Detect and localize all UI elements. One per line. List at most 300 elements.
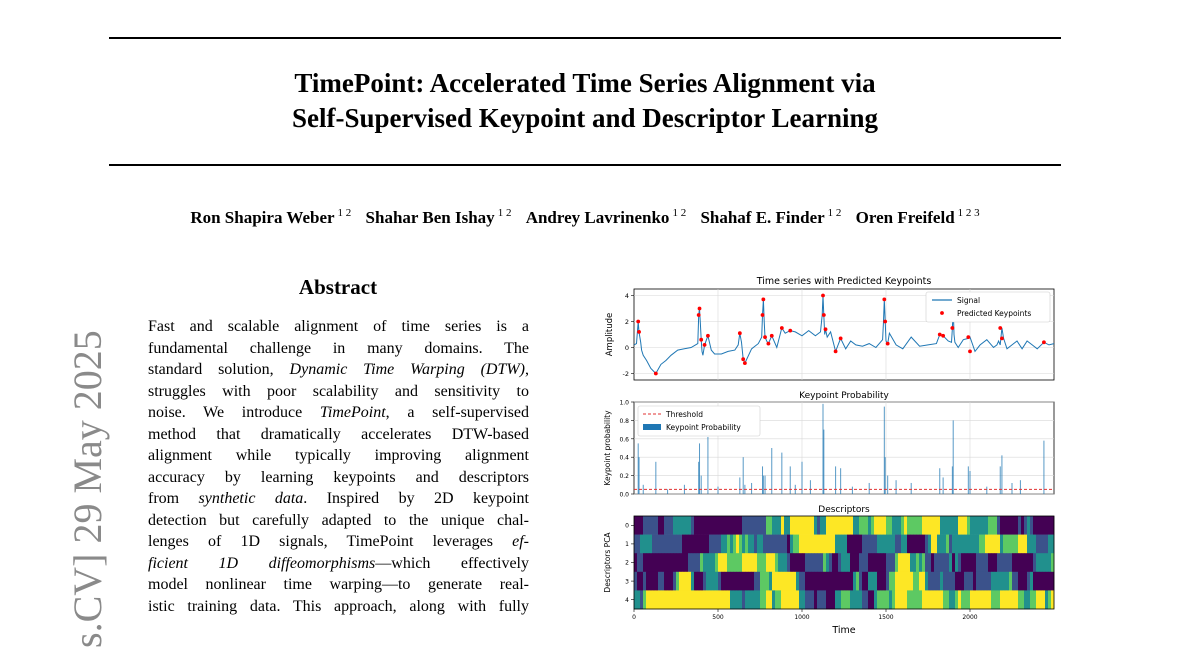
abstract-line: method that dramatically accelerates DTW-based [148, 425, 529, 443]
heatmap-cell [769, 516, 772, 535]
heatmap-cell [889, 590, 892, 609]
heatmap-cell [1003, 516, 1006, 535]
heatmap-cell [1027, 553, 1030, 572]
heatmap-cell [1012, 572, 1015, 591]
heatmap-cell [859, 553, 862, 572]
heatmap-cell [967, 535, 970, 554]
heatmap-cell [799, 572, 802, 591]
heatmap-cell [1021, 590, 1024, 609]
heatmap-cell [892, 553, 895, 572]
legend-label-threshold: Threshold [666, 410, 703, 419]
title-rule-top [109, 37, 1061, 39]
heatmap-cell [796, 535, 799, 554]
heatmap-cell [694, 590, 697, 609]
heatmap-cell [973, 572, 976, 591]
author-list [109, 207, 1061, 228]
heatmap-cell [1027, 535, 1030, 554]
heatmap-cell [667, 572, 670, 591]
heatmap-cell [808, 516, 811, 535]
heatmap-cell [745, 516, 748, 535]
heatmap-cell [709, 516, 712, 535]
heatmap-cell [751, 572, 754, 591]
heatmap-cell [925, 553, 928, 572]
y-tick-label: 0.6 [619, 436, 629, 444]
title-line: TimePoint: Accelerated Time Series Alignment via [294, 68, 876, 98]
heatmap-cell [838, 516, 841, 535]
heatmap-cell [856, 572, 859, 591]
y-tick-label: 0 [625, 522, 629, 530]
heatmap-cell [736, 516, 739, 535]
heatmap-cell [751, 516, 754, 535]
heatmap-cell [868, 516, 871, 535]
heatmap-cell [865, 516, 868, 535]
heatmap-cell [820, 535, 823, 554]
heatmap-cell [976, 572, 979, 591]
heatmap-cell [835, 590, 838, 609]
heatmap-cell [751, 553, 754, 572]
keypoint-marker [703, 343, 707, 347]
heatmap-cell [979, 516, 982, 535]
heatmap-cell [934, 553, 937, 572]
heatmap-cell [700, 590, 703, 609]
heatmap-cell [979, 590, 982, 609]
heatmap-cell [706, 553, 709, 572]
heatmap-cell [847, 535, 850, 554]
heatmap-cell [649, 590, 652, 609]
heatmap-cell [829, 572, 832, 591]
heatmap-cell [826, 516, 829, 535]
abstract-line: Fast and scalable alignment of time series is a [148, 318, 529, 335]
heatmap-cell [1045, 590, 1048, 609]
heatmap-cell [928, 590, 931, 609]
heatmap-cell [910, 553, 913, 572]
heatmap-cell [1030, 535, 1033, 554]
heatmap-cell [793, 516, 796, 535]
heatmap-cell [784, 516, 787, 535]
heatmap-cell [760, 553, 763, 572]
heatmap-cell [760, 535, 763, 554]
heatmap-cell [829, 535, 832, 554]
heatmap-cell [865, 590, 868, 609]
heatmap-cell [1003, 553, 1006, 572]
heatmap-cell [961, 572, 964, 591]
heatmap-cell [919, 516, 922, 535]
heatmap-cell [634, 590, 637, 609]
heatmap-cell [964, 572, 967, 591]
keypoint-marker [968, 350, 972, 354]
heatmap-cell [910, 590, 913, 609]
heatmap-cell [637, 516, 640, 535]
heatmap-cell [1021, 572, 1024, 591]
heatmap-cell [676, 535, 679, 554]
keypoint-marker [698, 307, 702, 311]
heatmap-cell [1024, 535, 1027, 554]
chart-title: Time series with Predicted Keypoints [756, 276, 932, 287]
author-name: Ron Shapira Weber [190, 207, 335, 227]
heatmap-cell [895, 572, 898, 591]
heatmap-cell [664, 553, 667, 572]
heatmap-cell [961, 516, 964, 535]
y-tick-label: 4 [625, 596, 629, 604]
heatmap-cell [967, 516, 970, 535]
heatmap-cell [745, 572, 748, 591]
heatmap-cell [718, 516, 721, 535]
y-tick-label: 0 [624, 344, 629, 352]
heatmap-cell [1036, 590, 1039, 609]
heatmap-cell [970, 535, 973, 554]
heatmap-cell [799, 516, 802, 535]
heatmap-cell [880, 516, 883, 535]
figure-svg [598, 272, 1060, 642]
heatmap-cell [832, 590, 835, 609]
author [190, 208, 351, 227]
keypoint-marker [998, 326, 1002, 330]
heatmap-cell [757, 535, 760, 554]
heatmap-cell [871, 553, 874, 572]
heatmap-cell [853, 535, 856, 554]
heatmap-cell [1000, 553, 1003, 572]
heatmap-cell [706, 590, 709, 609]
heatmap-cell [637, 553, 640, 572]
heatmap-cell [940, 516, 943, 535]
heatmap-cell [943, 590, 946, 609]
heatmap-cell [655, 553, 658, 572]
keypoint-marker [763, 335, 767, 339]
heatmap-cell [862, 572, 865, 591]
heatmap-cell [913, 590, 916, 609]
keypoint-marker [938, 333, 942, 337]
heatmap-cell [817, 572, 820, 591]
heatmap-cell [892, 535, 895, 554]
heatmap-cell [961, 535, 964, 554]
heatmap-cell [643, 516, 646, 535]
heatmap-cell [649, 535, 652, 554]
heatmap-cell [775, 516, 778, 535]
heatmap-cell [769, 572, 772, 591]
heatmap-cell [646, 572, 649, 591]
heatmap-cell [859, 516, 862, 535]
heatmap-cell [742, 553, 745, 572]
heatmap-cell [715, 553, 718, 572]
heatmap-cell [691, 590, 694, 609]
heatmap-cell [751, 535, 754, 554]
heatmap-cell [715, 535, 718, 554]
heatmap-cell [745, 535, 748, 554]
title-rule-bottom [109, 164, 1061, 166]
keypoint-marker [706, 334, 710, 338]
heatmap-cell [859, 572, 862, 591]
heatmap-cell [997, 572, 1000, 591]
x-tick-label: 1000 [794, 614, 810, 621]
y-tick-label: 0.0 [619, 491, 629, 499]
heatmap-cell [883, 553, 886, 572]
heatmap-cell [790, 553, 793, 572]
heatmap-cell [760, 590, 763, 609]
heatmap-cell [985, 535, 988, 554]
heatmap-cell [796, 516, 799, 535]
heatmap-cell [862, 516, 865, 535]
heatmap-cell [658, 572, 661, 591]
heatmap-cell [784, 590, 787, 609]
x-tick-label: 2000 [962, 614, 978, 621]
heatmap-cell [790, 590, 793, 609]
keypoint-marker [761, 298, 765, 302]
heatmap-cell [943, 535, 946, 554]
abstract-line: ficient 1D diffeomorphisms—which effectively [148, 554, 529, 572]
author-name: Shahar Ben Ishay [365, 207, 495, 227]
heatmap-cell [976, 590, 979, 609]
heatmap-cell [982, 516, 985, 535]
heatmap-cell [799, 553, 802, 572]
heatmap-cell [1033, 516, 1036, 535]
heatmap-cell [694, 535, 697, 554]
abstract-emphasis: Dynamic Time Warping (DTW) [289, 361, 526, 378]
heatmap-cell [805, 516, 808, 535]
heatmap-cell [997, 553, 1000, 572]
heatmap-cell [1042, 535, 1045, 554]
heatmap-cell [907, 535, 910, 554]
heatmap-cell [670, 572, 673, 591]
heatmap-cell [691, 516, 694, 535]
heatmap-cell [754, 553, 757, 572]
heatmap-cell [1024, 590, 1027, 609]
heatmap-cell [1030, 590, 1033, 609]
heatmap-cell [781, 590, 784, 609]
heatmap-cell [928, 572, 931, 591]
heatmap-cell [910, 516, 913, 535]
heatmap-cell [658, 535, 661, 554]
heatmap-cell [1027, 572, 1030, 591]
heatmap-cell [700, 516, 703, 535]
heatmap-cell [1024, 553, 1027, 572]
heatmap-cell [1030, 516, 1033, 535]
heatmap-cell [703, 572, 706, 591]
heatmap-cell [946, 553, 949, 572]
heatmap-cell [868, 590, 871, 609]
heatmap-cell [778, 553, 781, 572]
y-tick-label: 0.4 [619, 454, 629, 462]
heatmap-cell [1009, 572, 1012, 591]
keypoint-marker [824, 327, 828, 331]
heatmap-cell [667, 553, 670, 572]
heatmap-cell [844, 553, 847, 572]
abstract-line: from synthetic data. Inspired by 2D keypoint [148, 490, 530, 507]
heatmap-cell [991, 535, 994, 554]
heatmap-cell [784, 535, 787, 554]
heatmap-cell [844, 590, 847, 609]
heatmap-cell [835, 516, 838, 535]
heatmap-cell [982, 553, 985, 572]
heatmap-cell [826, 553, 829, 572]
heatmap-cell [883, 516, 886, 535]
abstract-line: standard solution, Dynamic Time Warping (DTW), [148, 361, 530, 378]
heatmap-cell [946, 516, 949, 535]
heatmap-cell [955, 516, 958, 535]
author [856, 208, 980, 227]
heatmap-cell [913, 572, 916, 591]
author-name: Oren Freifeld [855, 207, 955, 227]
heatmap-cell [931, 553, 934, 572]
heatmap-cell [736, 535, 739, 554]
heatmap-cell [718, 590, 721, 609]
heatmap-cell [925, 572, 928, 591]
heatmap-cell [916, 553, 919, 572]
heatmap-cell [928, 553, 931, 572]
heatmap-cell [811, 553, 814, 572]
heatmap-cell [919, 535, 922, 554]
heatmap-cell [769, 553, 772, 572]
heatmap-cell [958, 572, 961, 591]
heatmap-cell [676, 553, 679, 572]
heatmap-cell [886, 590, 889, 609]
heatmap-cell [964, 590, 967, 609]
heatmap-cell [1039, 572, 1042, 591]
heatmap-cell [865, 572, 868, 591]
heatmap-cell [706, 535, 709, 554]
heatmap-cell [1006, 572, 1009, 591]
heatmap-cell [715, 572, 718, 591]
heatmap-cell [742, 535, 745, 554]
heatmap-cell [847, 572, 850, 591]
keypoint-marker [741, 357, 745, 361]
heatmap-cell [850, 553, 853, 572]
heatmap-cell [652, 590, 655, 609]
author-name: Andrey Lavrinenko [525, 207, 670, 227]
heatmap-cell [763, 590, 766, 609]
heatmap-cells [634, 516, 1054, 609]
heatmap-cell [1000, 516, 1003, 535]
y-axis-label: Keypoint probability [603, 410, 612, 486]
heatmap-cell [931, 516, 934, 535]
heatmap-cell [919, 590, 922, 609]
heatmap-cell [712, 553, 715, 572]
heatmap-cell [901, 553, 904, 572]
heatmap-cell [772, 590, 775, 609]
heatmap-cell [682, 553, 685, 572]
heatmap-cell [823, 553, 826, 572]
heatmap-cell [781, 516, 784, 535]
heatmap-cell [787, 590, 790, 609]
heatmap-cell [670, 535, 673, 554]
heatmap-cell [880, 535, 883, 554]
heatmap-cell [1036, 553, 1039, 572]
heatmap-cell [739, 572, 742, 591]
heatmap-cell [985, 553, 988, 572]
heatmap-cell [862, 535, 865, 554]
heatmap-cell [664, 516, 667, 535]
heatmap-cell [844, 572, 847, 591]
heatmap-cell [832, 535, 835, 554]
heatmap-cell [712, 590, 715, 609]
heatmap-cell [895, 590, 898, 609]
heatmap-cell [805, 535, 808, 554]
heatmap-cell [709, 535, 712, 554]
heatmap-cell [751, 590, 754, 609]
heatmap-cell [922, 516, 925, 535]
heatmap-cell [952, 535, 955, 554]
heatmap-cell [700, 572, 703, 591]
heatmap-cell [1039, 590, 1042, 609]
heatmap-cell [850, 516, 853, 535]
heatmap-cell [1036, 535, 1039, 554]
heatmap-cell [841, 516, 844, 535]
heatmap-cell [856, 516, 859, 535]
keypoint-marker [1000, 337, 1004, 341]
heatmap-cell [1045, 553, 1048, 572]
heatmap-cell [823, 590, 826, 609]
heatmap-cell [895, 516, 898, 535]
heatmap-cell [658, 590, 661, 609]
heatmap-cell [733, 553, 736, 572]
heatmap-cell [811, 590, 814, 609]
heatmap-cell [805, 572, 808, 591]
paper-title [109, 66, 1061, 136]
keypoint-marker [699, 338, 703, 342]
heatmap-cell [655, 516, 658, 535]
heatmap-cell [793, 553, 796, 572]
heatmap-cell [802, 553, 805, 572]
heatmap-cell [1024, 572, 1027, 591]
heatmap-cell [898, 572, 901, 591]
heatmap-cell [757, 590, 760, 609]
heatmap-cell [790, 572, 793, 591]
heatmap-cell [661, 535, 664, 554]
heatmap-cell [643, 572, 646, 591]
heatmap-cell [730, 590, 733, 609]
heatmap-cell [979, 572, 982, 591]
heatmap-cell [871, 535, 874, 554]
heatmap-cell [1048, 590, 1051, 609]
heatmap-cell [661, 590, 664, 609]
heatmap-cell [805, 553, 808, 572]
heatmap-cell [832, 516, 835, 535]
heatmap-cell [961, 590, 964, 609]
heatmap-cell [721, 572, 724, 591]
heatmap-cell [907, 516, 910, 535]
heatmap-cell [637, 590, 640, 609]
heatmap-cell [880, 572, 883, 591]
heatmap-cell [772, 553, 775, 572]
heatmap-cell [676, 572, 679, 591]
heatmap-cell [985, 590, 988, 609]
heatmap-cell [817, 516, 820, 535]
heatmap-cell [673, 590, 676, 609]
heatmap-cell [1015, 535, 1018, 554]
heatmap-cell [913, 553, 916, 572]
heatmap-cell [946, 535, 949, 554]
heatmap-cell [691, 553, 694, 572]
heatmap-cell [856, 535, 859, 554]
heatmap-cell [724, 590, 727, 609]
heatmap-cell [766, 572, 769, 591]
heatmap-cell [781, 535, 784, 554]
y-tick-label: 2 [625, 559, 629, 567]
heatmap-cell [991, 516, 994, 535]
heatmap-cell [994, 535, 997, 554]
x-tick-label: 500 [712, 614, 724, 621]
heatmap-cell [928, 535, 931, 554]
heatmap-cell [949, 590, 952, 609]
heatmap-cell [1006, 535, 1009, 554]
heatmap-cell [778, 572, 781, 591]
heatmap-cell [988, 590, 991, 609]
heatmap-cell [685, 535, 688, 554]
heatmap-cell [964, 516, 967, 535]
heatmap-cell [718, 553, 721, 572]
heatmap-cell [742, 516, 745, 535]
heatmap-cell [964, 535, 967, 554]
heatmap-cell [691, 572, 694, 591]
